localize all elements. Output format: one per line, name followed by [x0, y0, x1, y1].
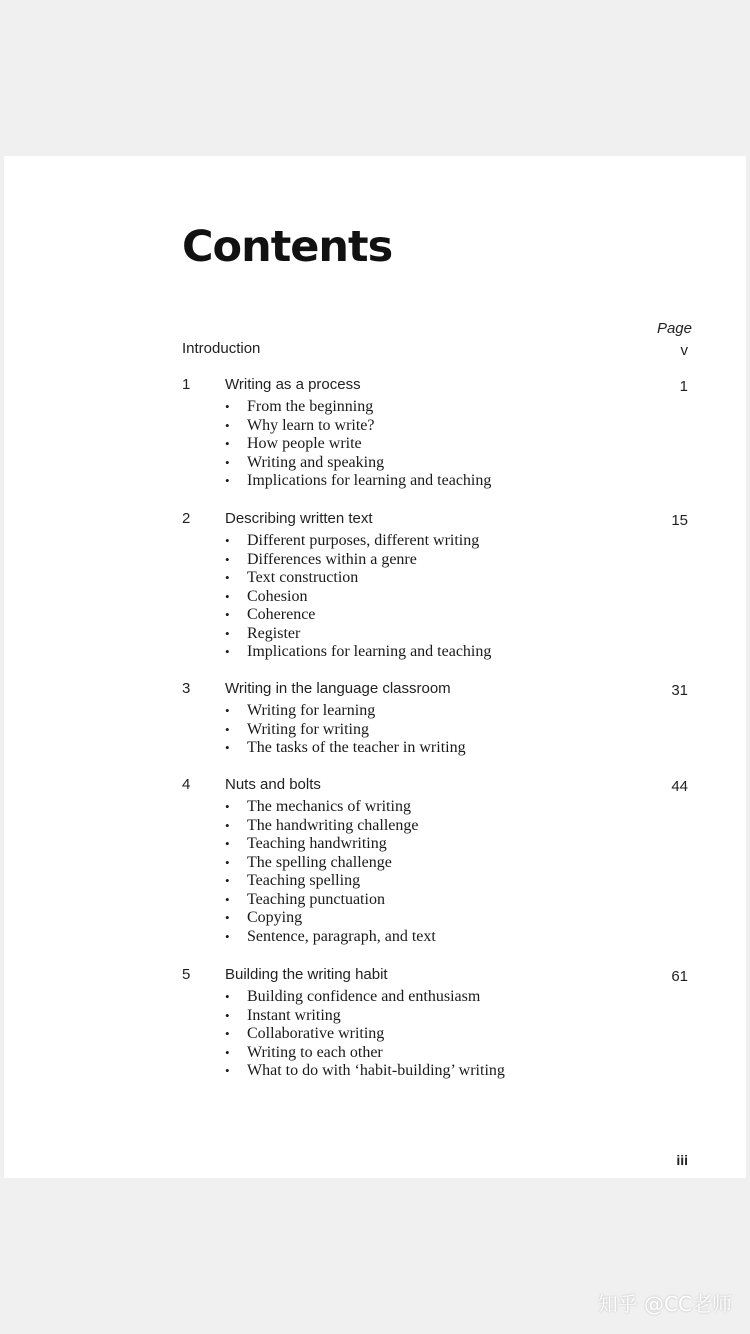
section-item: • Sentence, paragraph, and text: [225, 928, 436, 947]
section-item: • Different purposes, different writing: [225, 532, 491, 551]
section-item: • Implications for learning and teaching: [225, 643, 491, 662]
chapter-title: Describing written text: [225, 510, 373, 527]
chapter-section-list: [225, 798, 436, 946]
chapter-title: Writing in the language classroom: [225, 680, 451, 697]
section-item: • Writing to each other: [225, 1044, 505, 1063]
chapter-section-list: [225, 398, 491, 491]
section-item: • The spelling challenge: [225, 854, 436, 873]
section-item: • Implications for learning and teaching: [225, 472, 491, 491]
section-item: • Writing for learning: [225, 702, 466, 721]
folio-page-number: iii: [676, 1152, 688, 1168]
chapter-page-number: 1: [679, 378, 688, 395]
section-item: • Teaching handwriting: [225, 835, 436, 854]
section-item: • Register: [225, 625, 491, 644]
chapter-number: 5: [182, 966, 191, 983]
chapter-page-number: 31: [671, 682, 688, 699]
chapter-title: Building the writing habit: [225, 966, 388, 983]
chapter-number: 1: [182, 376, 191, 393]
introduction-page-number: v: [680, 342, 688, 359]
section-item: • Teaching punctuation: [225, 891, 436, 910]
chapter-page-number: 15: [671, 512, 688, 529]
chapter-title: Writing as a process: [225, 376, 361, 393]
chapter-title: Nuts and bolts: [225, 776, 321, 793]
section-item: • The handwriting challenge: [225, 817, 436, 836]
section-item: • Writing and speaking: [225, 454, 491, 473]
section-item: • How people write: [225, 435, 491, 454]
section-item: • Differences within a genre: [225, 551, 491, 570]
watermark: 知乎 @CC老师: [597, 1292, 732, 1316]
section-item: • Copying: [225, 909, 436, 928]
document-page: [4, 156, 746, 1178]
chapter-section-list: [225, 988, 505, 1081]
chapter-page-number: 61: [671, 968, 688, 985]
chapter-number: 3: [182, 680, 191, 697]
chapter-number: 2: [182, 510, 191, 527]
page-title: Contents: [182, 222, 393, 272]
section-item: • The tasks of the teacher in writing: [225, 739, 466, 758]
section-item: • Collaborative writing: [225, 1025, 505, 1044]
section-item: • From the beginning: [225, 398, 491, 417]
section-item: • Teaching spelling: [225, 872, 436, 891]
section-item: • Coherence: [225, 606, 491, 625]
chapter-section-list: [225, 702, 466, 758]
chapter-section-list: [225, 532, 491, 662]
chapter-number: 4: [182, 776, 191, 793]
page-column-label: Page: [656, 320, 692, 337]
section-item: • Instant writing: [225, 1007, 505, 1026]
section-item: • Cohesion: [225, 588, 491, 607]
chapter-page-number: 44: [671, 778, 688, 795]
section-item: • What to do with ‘habit-building’ writing: [225, 1062, 505, 1081]
section-item: • Text construction: [225, 569, 491, 588]
section-item: • Building confidence and enthusiasm: [225, 988, 505, 1007]
section-item: • Writing for writing: [225, 721, 466, 740]
section-item: • Why learn to write?: [225, 417, 491, 436]
introduction-label: Introduction: [182, 340, 261, 357]
section-item: • The mechanics of writing: [225, 798, 436, 817]
